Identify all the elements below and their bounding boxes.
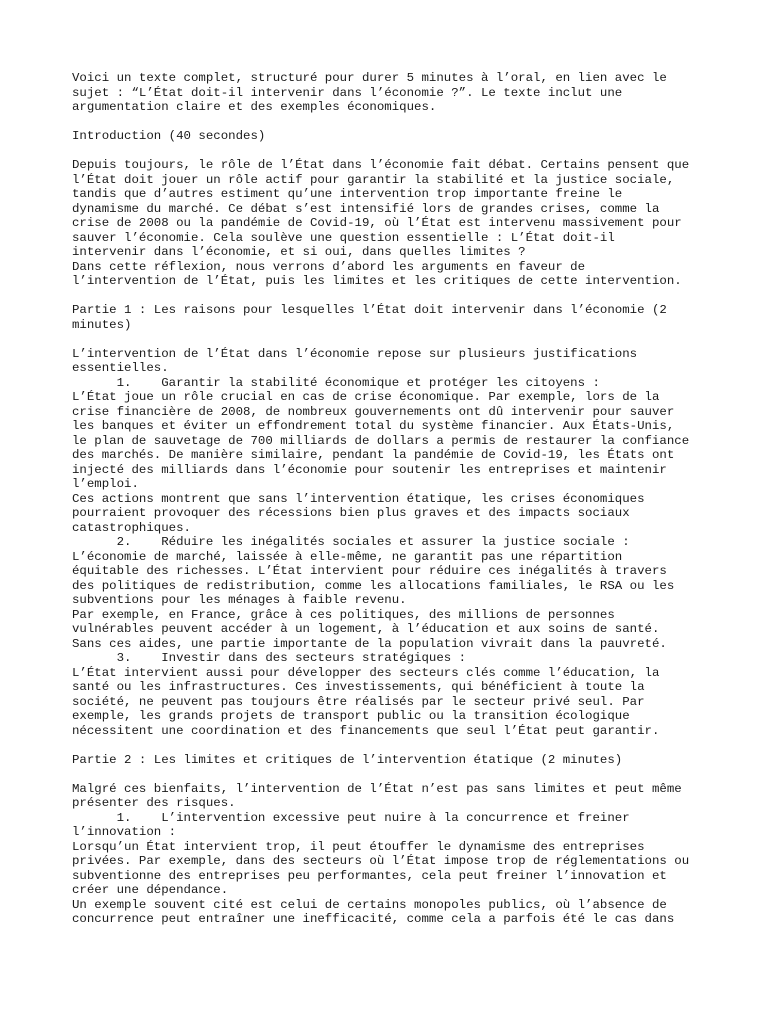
text-line: Sans ces aides, une partie importante de la population vivrait dans la pauvreté. <box>72 636 667 651</box>
paragraph <box>72 753 712 768</box>
text-line: des marchés. De manière similaire, pendant la pandémie de Covid-19, les États ont <box>72 448 675 462</box>
paragraph <box>72 347 712 739</box>
text-line: sujet : “L’État doit-il intervenir dans l’économie ?”. Le texte inclut une <box>72 85 623 100</box>
text-line: catastrophiques. <box>72 520 191 535</box>
text-line: L’intervention de l’État dans l’économie repose sur plusieurs justifications <box>72 346 638 361</box>
text-line: 2. Réduire les inégalités sociales et assurer la justice sociale : <box>72 535 630 549</box>
text-line: crise financière de 2008, de nombreux gouvernements ont dû intervenir pour sauver <box>72 404 675 419</box>
text-line: concurrence peut entraîner une inefficacité, comme cela a parfois été le cas dans <box>72 912 675 926</box>
text-line: L’État joue un rôle crucial en cas de crise économique. Par exemple, lors de la <box>72 390 660 404</box>
text-line: Lorsqu’un État intervient trop, il peut étouffer le dynamisme des entreprises <box>72 839 645 854</box>
text-line: dynamisme du marché. Ce débat s’est intensifié lors de grandes crises, comme la <box>72 201 660 216</box>
text-line: l’emploi. <box>72 477 139 491</box>
text-line: crise de 2008 ou la pandémie de Covid-19, où l’État est intervenu massivement pour <box>72 216 682 230</box>
text-line: essentielles. <box>72 361 169 375</box>
text-line: exemple, les grands projets de transport public ou la transition écologique <box>72 709 630 723</box>
text-line: des politiques de redistribution, comme les allocations familiales, le RSA ou les <box>72 578 675 593</box>
text-line: 1. L’intervention excessive peut nuire à la concurrence et freiner <box>72 810 630 825</box>
text-line: argumentation claire et des exemples économiques. <box>72 100 437 114</box>
text-line: l’État doit jouer un rôle actif pour garantir la stabilité et la justice sociale, <box>72 172 675 187</box>
text-line: subventionne des entreprises peu performantes, cela peut freiner l’innovation et <box>72 868 667 883</box>
text-line: nécessitent une coordination et des financements que seul l’État peut garantir. <box>72 723 660 738</box>
paragraph <box>72 129 712 144</box>
text-line: pourraient provoquer des récessions bien plus graves et des impacts sociaux <box>72 506 630 520</box>
text-line: privées. Par exemple, dans des secteurs où l’État impose trop de réglementations ou <box>72 854 690 868</box>
text-line: tandis que d’autres estiment qu’une intervention trop importante freine le <box>72 187 623 201</box>
text-line: Par exemple, en France, grâce à ces politiques, des millions de personnes <box>72 607 615 622</box>
text-line: Dans cette réflexion, nous verrons d’abord les arguments en faveur de <box>72 259 586 274</box>
text-line: subventions pour les ménages à faible revenu. <box>72 593 407 607</box>
paragraph <box>72 303 712 332</box>
text-line: minutes) <box>72 317 132 332</box>
paragraph <box>72 782 712 927</box>
text-line: sauver l’économie. Cela soulève une question essentielle : L’État doit-il <box>72 230 615 245</box>
text-line: Introduction (40 secondes) <box>72 129 266 143</box>
paragraph <box>72 71 712 115</box>
text-line: équitable des richesses. L’État intervient pour réduire ces inégalités à travers <box>72 564 667 578</box>
text-line: l’innovation : <box>72 825 177 839</box>
text-line: Partie 1 : Les raisons pour lesquelles l’État doit intervenir dans l’économie (2 <box>72 303 667 317</box>
text-line: Malgré ces bienfaits, l’intervention de l’État n’est pas sans limites et peut même <box>72 781 682 796</box>
text-line: 1. Garantir la stabilité économique et protéger les citoyens : <box>72 375 600 390</box>
text-line: Un exemple souvent cité est celui de certains monopoles publics, où l’absence de <box>72 897 667 912</box>
text-line: injecté des milliards dans l’économie pour soutenir les entreprises et maintenir <box>72 462 667 477</box>
text-line: Voici un texte complet, structuré pour durer 5 minutes à l’oral, en lien avec le <box>72 71 667 85</box>
text-line: santé ou les infrastructures. Ces investissements, qui bénéficient à toute la <box>72 680 645 694</box>
text-line: 3. Investir dans des secteurs stratégiques : <box>72 651 467 665</box>
paragraph <box>72 158 712 260</box>
text-line: L’économie de marché, laissée à elle-même, ne garantit pas une répartition <box>72 549 623 564</box>
text-line: les banques et éviter un effondrement total du système financier. Aux États-Unis, <box>72 419 675 433</box>
text-line: L’État intervient aussi pour développer des secteurs clés comme l’éducation, la <box>72 665 660 680</box>
text-line: l’intervention de l’État, puis les limites et les critiques de cette intervention. <box>72 274 682 288</box>
text-line: intervenir dans l’économie, et si oui, dans quelles limites ? <box>72 245 526 259</box>
text-line: créer une dépendance. <box>72 883 229 897</box>
text-line: société, ne peuvent pas toujours être réalisés par le secteur privé seul. Par <box>72 694 645 709</box>
text-line: Partie 2 : Les limites et critiques de l’intervention étatique (2 minutes) <box>72 752 623 767</box>
text-line: le plan de sauvetage de 700 milliards de dollars a permis de restaurer la confiance <box>72 433 690 448</box>
document-page <box>72 71 712 927</box>
text-line: présenter des risques. <box>72 796 236 810</box>
text-line: Depuis toujours, le rôle de l’État dans l’économie fait débat. Certains pensent que <box>72 158 690 172</box>
text-line: vulnérables peuvent accéder à un logement, à l’éducation et aux soins de santé. <box>72 622 660 636</box>
paragraph <box>72 260 712 289</box>
text-line: Ces actions montrent que sans l’intervention étatique, les crises économiques <box>72 491 645 506</box>
